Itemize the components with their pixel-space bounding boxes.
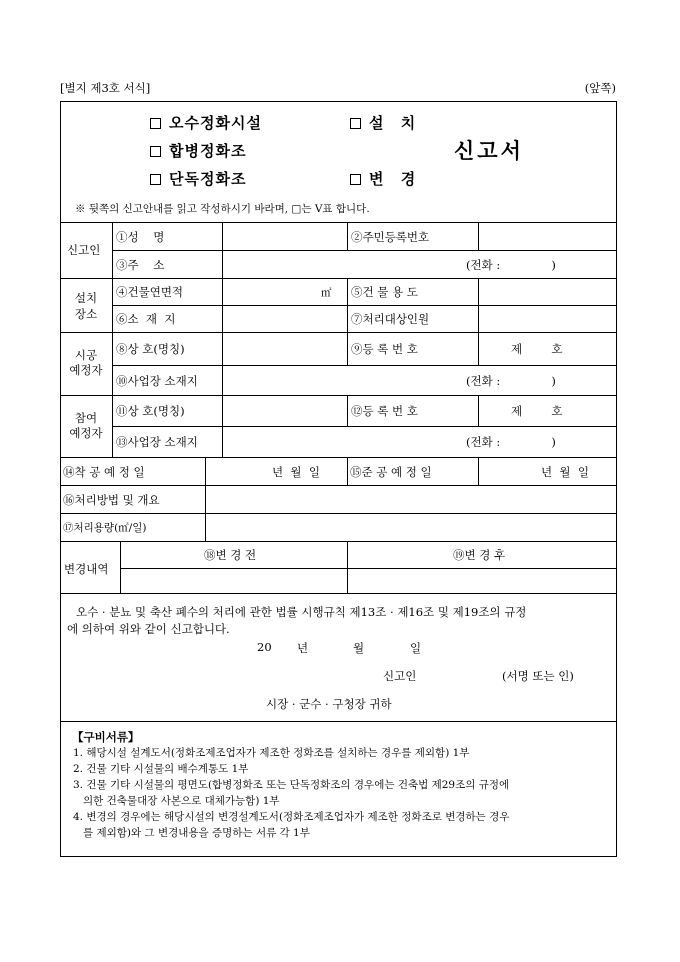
document-item: 의한 건축물대장 사본으로 대체가능함) 1부 [73, 795, 280, 807]
use-label: ⑤건 물 용 도 [351, 285, 418, 299]
checkbox-icon[interactable] [150, 174, 161, 185]
area-unit: ㎡ [321, 287, 332, 299]
document-item: 3. 건물 기타 시설물의 평면도(합병정화조 또는 단독정화조의 경우에는 건축법 제29조의 규정에 [73, 779, 510, 791]
form-title: 신고서 [454, 138, 524, 163]
section-change: 변경내역 [64, 562, 109, 576]
divider [60, 721, 617, 722]
declaration-line-1: 오수 · 분뇨 및 축산 폐수의 처리에 관한 법률 시행규칙 제13조 · 제16조 및 제19조의 규정 [76, 605, 527, 619]
divider [222, 395, 223, 457]
option-change[interactable]: 변 경 [350, 168, 421, 189]
rrn-label: ②주민등록번호 [351, 230, 430, 244]
document-item: 1. 해당시설 설계도서(정화조제조업자가 제조한 정화조를 설치하는 경우를 제외함) 1부 [73, 747, 470, 759]
option-combined[interactable]: 합병정화조 [150, 140, 246, 161]
option-install[interactable]: 설 치 [350, 112, 421, 133]
divider [222, 332, 223, 395]
divider [222, 278, 223, 332]
divider [112, 426, 617, 427]
end-date-value: 년 월 일 [541, 465, 589, 479]
section-participant-1: 참여 [74, 411, 98, 425]
divider [347, 457, 348, 485]
divider [120, 568, 617, 569]
divider [347, 332, 348, 365]
capacity-label: ⑦처리대상인원 [351, 312, 430, 326]
signer-label: 신고인 [383, 669, 417, 683]
start-date-label: ⑭착 공 예 정 일 [63, 465, 145, 479]
checkbox-icon[interactable] [150, 146, 161, 157]
divider [60, 513, 617, 514]
declaration-line-2: 에 의하여 위와 같이 신고합니다. [67, 622, 230, 636]
date-m: 월 [353, 641, 365, 655]
option-sewage[interactable]: 오수정화시설 [150, 112, 262, 133]
divider [478, 222, 479, 250]
divider [60, 541, 617, 542]
divider [60, 485, 617, 486]
divider [60, 593, 617, 594]
divider [60, 222, 617, 223]
participant-trade-label: ⑪상 호(명칭) [116, 404, 185, 418]
documents-heading: 【구비서류】 [72, 730, 140, 744]
document-item: 를 제외함)와 그 변경내용을 증명하는 서류 각 1부 [73, 827, 310, 839]
divider [120, 541, 121, 593]
divider [347, 541, 348, 593]
applicant-phone: (전화 : ) [466, 258, 556, 272]
option-single[interactable]: 단독정화조 [150, 168, 246, 189]
before-label: ⑱변 경 전 [204, 548, 257, 562]
divider [478, 332, 479, 365]
divider [478, 278, 479, 332]
section-builder-1: 시공 [74, 348, 98, 362]
divider [222, 250, 223, 278]
section-builder-2: 예정자 [69, 363, 103, 377]
divider [112, 250, 617, 251]
name-label: ①성 명 [116, 230, 165, 244]
checkbox-icon[interactable] [350, 174, 361, 185]
date-year: 20 [257, 640, 272, 654]
end-date-label: ⑮준 공 예 정 일 [350, 465, 432, 479]
participant-phone: (전화 : ) [466, 435, 556, 449]
volume-label: ⑰처리용량(㎥/일) [63, 522, 147, 534]
notice-text: ※ 뒷쪽의 신고안내를 읽고 작성하시기 바라며, □는 V표 합니다. [75, 203, 370, 215]
divider [112, 222, 113, 457]
section-location-1: 설치 [74, 291, 98, 305]
page-side: (앞쪽) [584, 81, 616, 95]
builder-phone: (전화 : ) [466, 374, 556, 388]
checkbox-icon[interactable] [150, 118, 161, 129]
participant-office-label: ⑬사업장 소재지 [116, 435, 198, 449]
participant-reg-label: ⑫등 록 번 호 [351, 404, 418, 418]
start-date-value: 년 월 일 [272, 465, 320, 479]
address-label: ③주 소 [116, 258, 165, 272]
divider [478, 395, 479, 426]
divider [60, 395, 617, 396]
builder-trade-label: ⑧상 호(명칭) [116, 342, 185, 356]
divider [347, 395, 348, 426]
date-d: 일 [410, 641, 422, 655]
section-participant-2: 예정자 [69, 426, 103, 440]
divider [60, 278, 617, 279]
divider [347, 278, 348, 332]
divider [222, 222, 223, 250]
checkbox-icon[interactable] [350, 118, 361, 129]
section-applicant: 신고인 [67, 243, 101, 257]
method-label: ⑯처리방법 및 개요 [63, 493, 160, 507]
builder-reg-label: ⑨등 록 번 호 [351, 342, 418, 356]
divider [347, 222, 348, 250]
divider [478, 457, 479, 485]
area-label: ④건물연면적 [116, 285, 184, 299]
divider [112, 365, 617, 366]
participant-reg-value: 제 호 [511, 404, 563, 418]
divider [60, 332, 617, 333]
builder-reg-value: 제 호 [511, 342, 563, 356]
section-location-2: 장소 [74, 307, 98, 321]
divider [60, 457, 617, 458]
divider [112, 305, 617, 306]
document-item: 2. 건물 기타 시설물의 배수계통도 1부 [73, 763, 249, 775]
recipient: 시장 · 군수 · 구청장 귀하 [266, 697, 392, 711]
signature-field[interactable]: (서명 또는 인) [502, 669, 574, 683]
divider [205, 457, 206, 541]
site-address-label: ⑥소 재 지 [116, 312, 176, 326]
builder-office-label: ⑩사업장 소재지 [116, 374, 198, 388]
document-item: 4. 변경의 경우에는 해당시설의 변경설계도서(정화조제조업자가 제조한 정화조로 변경하는 경우 [73, 811, 510, 823]
date-y: 년 [297, 641, 309, 655]
after-label: ⑲변 경 후 [453, 548, 506, 562]
form-number: [별지 제3호 서식] [60, 81, 151, 95]
